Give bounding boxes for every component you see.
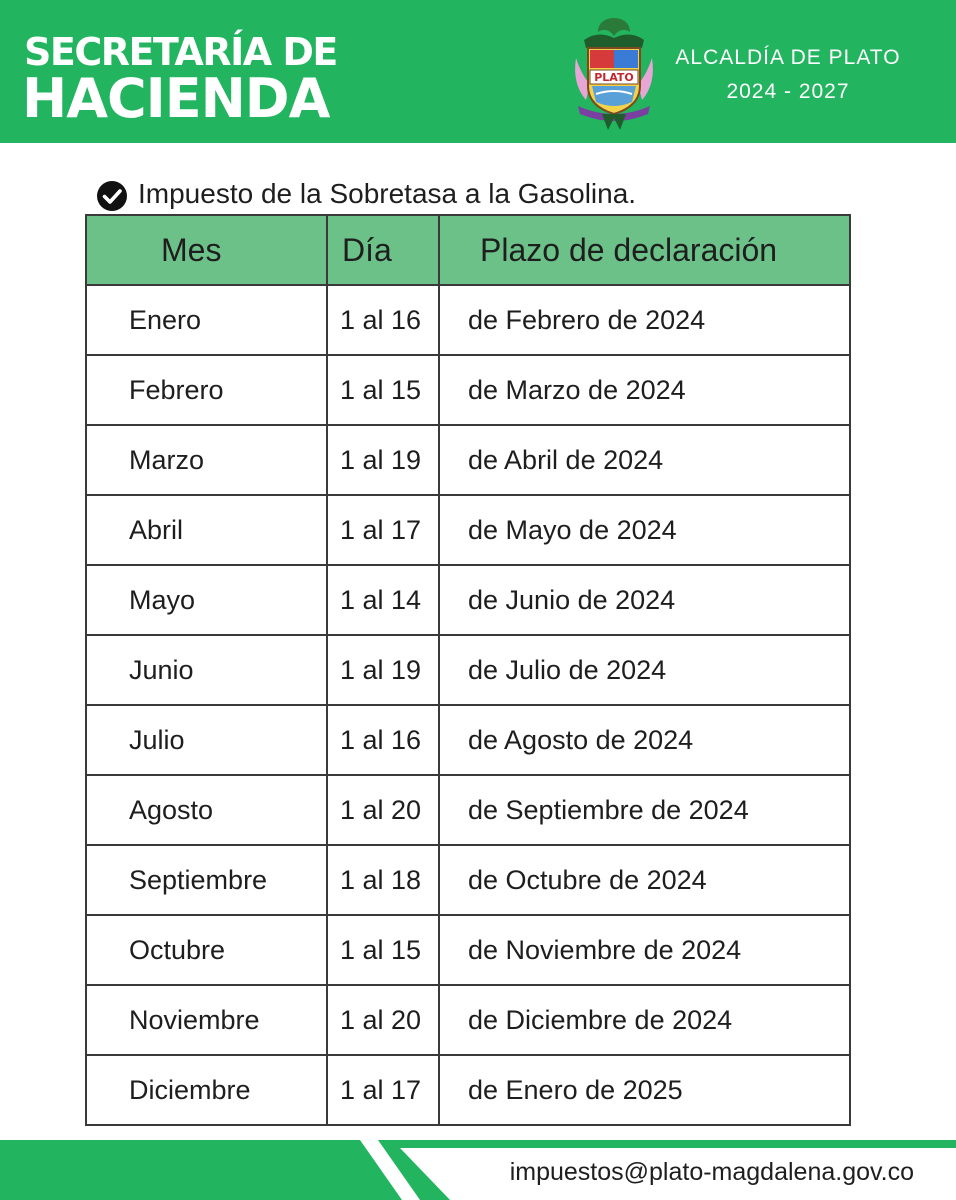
org-years: 2024 - 2027 xyxy=(726,80,850,103)
cell-mes: Septiembre xyxy=(86,845,327,915)
cell-mes: Octubre xyxy=(86,915,327,985)
cell-plazo: de Agosto de 2024 xyxy=(439,705,850,775)
cell-mes: Febrero xyxy=(86,355,327,425)
cell-dia: 1 al 17 xyxy=(327,1055,439,1125)
cell-mes: Abril xyxy=(86,495,327,565)
cell-dia: 1 al 19 xyxy=(327,425,439,495)
cell-plazo: de Abril de 2024 xyxy=(439,425,850,495)
title-line-1: SECRETARÍA DE xyxy=(24,30,337,74)
tax-title: Impuesto de la Sobretasa a la Gasolina. xyxy=(138,178,637,209)
table-row xyxy=(86,1055,850,1125)
column-header-plazo: Plazo de declaración xyxy=(439,215,850,285)
table-row xyxy=(86,845,850,915)
cell-mes: Enero xyxy=(86,285,327,355)
cell-dia: 1 al 20 xyxy=(327,775,439,845)
cell-plazo: de Julio de 2024 xyxy=(439,635,850,705)
table-row xyxy=(86,425,850,495)
cell-mes: Junio xyxy=(86,635,327,705)
table-row xyxy=(86,495,850,565)
cell-dia: 1 al 19 xyxy=(327,635,439,705)
table-row xyxy=(86,985,850,1055)
cell-dia: 1 al 17 xyxy=(327,495,439,565)
table-row xyxy=(86,285,850,355)
cell-plazo: de Diciembre de 2024 xyxy=(439,985,850,1055)
crest-label: PLATO xyxy=(594,71,634,84)
check-circle-icon xyxy=(96,180,128,212)
cell-plazo: de Marzo de 2024 xyxy=(439,355,850,425)
title-line-2: HACIENDA xyxy=(22,67,330,130)
table-row xyxy=(86,635,850,705)
cell-mes: Agosto xyxy=(86,775,327,845)
cell-mes: Diciembre xyxy=(86,1055,327,1125)
cell-plazo: de Febrero de 2024 xyxy=(439,285,850,355)
cell-mes: Julio xyxy=(86,705,327,775)
column-header-mes: Mes xyxy=(86,215,327,285)
column-header-dia: Día xyxy=(327,215,439,285)
cell-plazo: de Septiembre de 2024 xyxy=(439,775,850,845)
org-name: ALCALDÍA DE PLATO xyxy=(675,46,901,69)
footer-email[interactable]: impuestos@plato-magdalena.gov.co xyxy=(509,1158,914,1186)
table-row xyxy=(86,565,850,635)
schedule-table xyxy=(85,214,851,1126)
cell-plazo: de Octubre de 2024 xyxy=(439,845,850,915)
cell-dia: 1 al 20 xyxy=(327,985,439,1055)
table-row xyxy=(86,705,850,775)
table-row xyxy=(86,355,850,425)
cell-mes: Noviembre xyxy=(86,985,327,1055)
table-header xyxy=(86,215,850,285)
cell-dia: 1 al 15 xyxy=(327,355,439,425)
cell-dia: 1 al 15 xyxy=(327,915,439,985)
cell-dia: 1 al 18 xyxy=(327,845,439,915)
crest-logo xyxy=(568,14,660,132)
cell-mes: Mayo xyxy=(86,565,327,635)
cell-plazo: de Enero de 2025 xyxy=(439,1055,850,1125)
table-row xyxy=(86,775,850,845)
cell-plazo: de Mayo de 2024 xyxy=(439,495,850,565)
cell-plazo: de Noviembre de 2024 xyxy=(439,915,850,985)
table-row xyxy=(86,915,850,985)
cell-plazo: de Junio de 2024 xyxy=(439,565,850,635)
cell-dia: 1 al 16 xyxy=(327,285,439,355)
header-banner xyxy=(0,0,956,143)
cell-mes: Marzo xyxy=(86,425,327,495)
cell-dia: 1 al 16 xyxy=(327,705,439,775)
cell-dia: 1 al 14 xyxy=(327,565,439,635)
